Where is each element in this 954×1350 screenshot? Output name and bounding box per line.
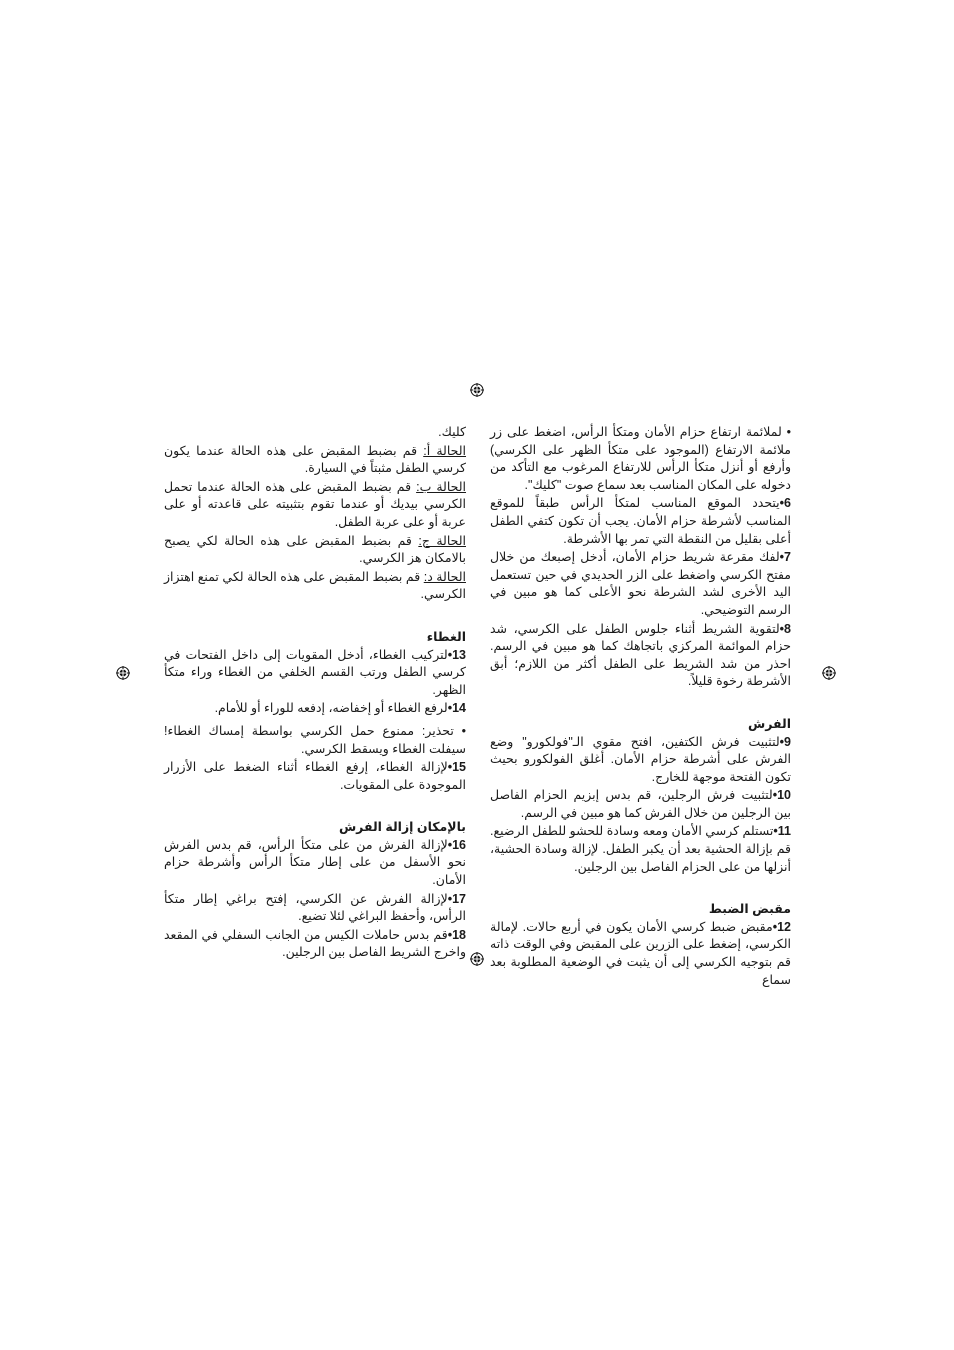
crosshair-icon bbox=[822, 666, 836, 680]
instruction-item bbox=[164, 837, 466, 890]
crosshair-icon bbox=[116, 666, 130, 680]
item-number: 8• bbox=[779, 621, 791, 636]
case-text: قم بضبط المقبض على هذه الحالة عندما تحمل الكرسي بيديك أو عندما تقوم بتثبيته على قاعدته أو على عربة أو على عربة الطفل. bbox=[164, 479, 466, 529]
item-number: 18• bbox=[447, 927, 466, 942]
item-text: لتثبيت فرش الرجلين، قم بدس إبزيم الحزام الفاصل بين الرجلين من خلال الفرش كما هو مبين في الرسم. bbox=[490, 788, 791, 820]
registration-mark-bottom bbox=[470, 952, 484, 966]
registration-mark-right bbox=[822, 666, 836, 680]
case-text: قم بضبط المقبض على هذه الحالة لكي تمنع اهتزاز الكرسي. bbox=[164, 569, 466, 602]
section-heading-removable-mattress: بالإمكان إزالة الفرش bbox=[338, 820, 466, 835]
section-heading-mattress: الفرش bbox=[748, 716, 791, 731]
item-number: 10• bbox=[772, 788, 791, 803]
case-item bbox=[164, 533, 466, 568]
item-text: لتثبيت فرش الكتفين، افتح مقوي الـ"فولكورو" وضع الفرش على أشرطة حزام الأمان. أغلق الفولكورو بحيث تكون الفتحة موجهة للخارج. bbox=[490, 734, 791, 784]
item-text: لتقوية الشريط أثناء جلوس الطفل على الكرسي، شد حزام الموائمة المركزي باتجاهك كما هو مبين في الرسم. احذر من شد الشريط على الطفل أكثر من اللازم؛ أبق الأشرطة رخوة قليلاً. bbox=[490, 621, 791, 689]
instruction-item bbox=[490, 919, 791, 989]
instruction-item bbox=[490, 787, 791, 822]
item-number: 15• bbox=[447, 760, 466, 775]
left-column bbox=[164, 424, 466, 963]
warning-text: • تحذير: ممنوع حمل الكرسي بواسطة إمساك الغطاء! سيفلت الغطاء ويسقط الكرسي. bbox=[164, 723, 466, 756]
instruction-item bbox=[490, 823, 791, 876]
item-number: 12• bbox=[772, 919, 791, 934]
item-number: 9• bbox=[779, 734, 791, 749]
case-item bbox=[164, 443, 466, 478]
instruction-item bbox=[164, 759, 466, 794]
continuation-text: كليك. bbox=[438, 425, 466, 439]
instruction-item bbox=[164, 891, 466, 926]
registration-mark-top bbox=[470, 383, 484, 397]
item-text: تستلم كرسي الأمان ومعه وسادة للحشو للطفل الرضيع. قم بإزالة الحشية بعد أن يكبر الطفل. لإزالة وسادة الحشية، أنزلها من على الحزام الفاصل بين الرجلين. bbox=[489, 824, 791, 874]
case-label: الحالة ب: bbox=[416, 479, 467, 494]
section-heading-adjust-handle: مقبض الضبط bbox=[708, 902, 791, 917]
case-text: قم بضبط المقبض على هذه الحالة لكي يصبح بالامكان هز الكرسي. bbox=[164, 533, 466, 566]
item-number: 13• bbox=[447, 647, 466, 662]
item-number: 11• bbox=[773, 824, 791, 839]
right-column bbox=[490, 424, 791, 990]
instruction-item bbox=[490, 549, 791, 619]
item-text: لإزالة الغطاء، إرفع الغطاء أثناء الضغط على الأزرار الموجودة على المقويات. bbox=[164, 760, 466, 792]
case-label: الحالة ج: bbox=[418, 533, 466, 548]
item-text: قم بدس حاملات الكيس من الجانب السفلي في المقعد واخرج الشريط الفاصل بين الرجلين. bbox=[164, 927, 466, 960]
item-number: 7• bbox=[779, 550, 791, 565]
case-item bbox=[164, 479, 466, 532]
instruction-item bbox=[164, 647, 466, 700]
crosshair-icon bbox=[470, 383, 484, 397]
registration-mark-left bbox=[116, 666, 130, 680]
item-number: 16• bbox=[447, 837, 466, 852]
item-text: لإزالة الفرش من على متكأ الرأس، قم بدس الفرش نحو الأسفل من على إطار متكأ الرأس وأشرطة حزام الأمان. bbox=[164, 837, 466, 888]
intro-paragraph: • لملائمة ارتفاع حزام الأمان ومتكأ الرأس، اضغط على زر ملائمة الارتفاع (الموجود على متكأ الظهر على الكرسي) وأرفع أو أنزل متكأ الرأس للارتفاع المرغوب مع التأكد من دخوله على المكان المناسب بعد سماع صوت "كليك". bbox=[490, 425, 791, 492]
item-text: لرفع الغطاء أو إخفاضه، إدفعه للوراء أو للأمام. bbox=[214, 701, 448, 716]
item-number: 6• bbox=[779, 496, 791, 511]
instruction-item bbox=[490, 734, 791, 787]
item-number: 17• bbox=[447, 891, 466, 906]
instruction-item bbox=[164, 700, 466, 718]
case-item bbox=[164, 569, 466, 604]
instruction-item bbox=[490, 495, 791, 548]
item-text: لإزالة الفرش عن الكرسي، إفتح براغي إطار متكأ الرأس، وأحفظ البراغي لئلا تضيع. bbox=[164, 891, 466, 924]
item-number: 14• bbox=[447, 701, 466, 716]
item-text: لتركيب الغطاء، أدخل المقويات إلى داخل الفتحات في كرسي الطفل ورتب القسم الخلفي من الغطاء وراء متكأ الظهر. bbox=[164, 647, 466, 697]
crosshair-icon bbox=[470, 952, 484, 966]
item-text: يتحدد الموقع المناسب لمتكأ الرأس طبقاً للموقع المناسب لأشرطة حزام الأمان. يجب أن تكون كتفي الطفل أعلى بقليل من النقطة التي تمر بها الأشرطة. bbox=[490, 496, 791, 546]
case-text: قم بضبط المقبض على هذه الحالة عندما يكون كرسي الطفل مثبتاً في السيارة. bbox=[164, 443, 466, 476]
item-text: مقبض ضبط كرسي الأمان يكون في أربع حالات. لإمالة الكرسي، إضغط على الزرين على المقبض وفي الوقت ذاته قم بتوجيه الكرسي إلى أن يثبت في الوضعية المطلوبة بعد سماع bbox=[490, 919, 791, 987]
instruction-item bbox=[164, 927, 466, 962]
instruction-item bbox=[490, 621, 791, 691]
case-label: الحالة أ: bbox=[423, 443, 467, 458]
case-label: الحالة د: bbox=[423, 569, 466, 584]
item-text: لفك مقرعة شريط حزام الأمان، أدخل إصبعك من خلال مفتح الكرسي واضغط على الزر الحديدي في حين تستعمل اليد الأخرى لشد الشرطة نحو الأعلى كما هو مبين في الرسم التوضيحي. bbox=[490, 550, 791, 617]
section-heading-cover: الغطاء bbox=[426, 629, 466, 644]
